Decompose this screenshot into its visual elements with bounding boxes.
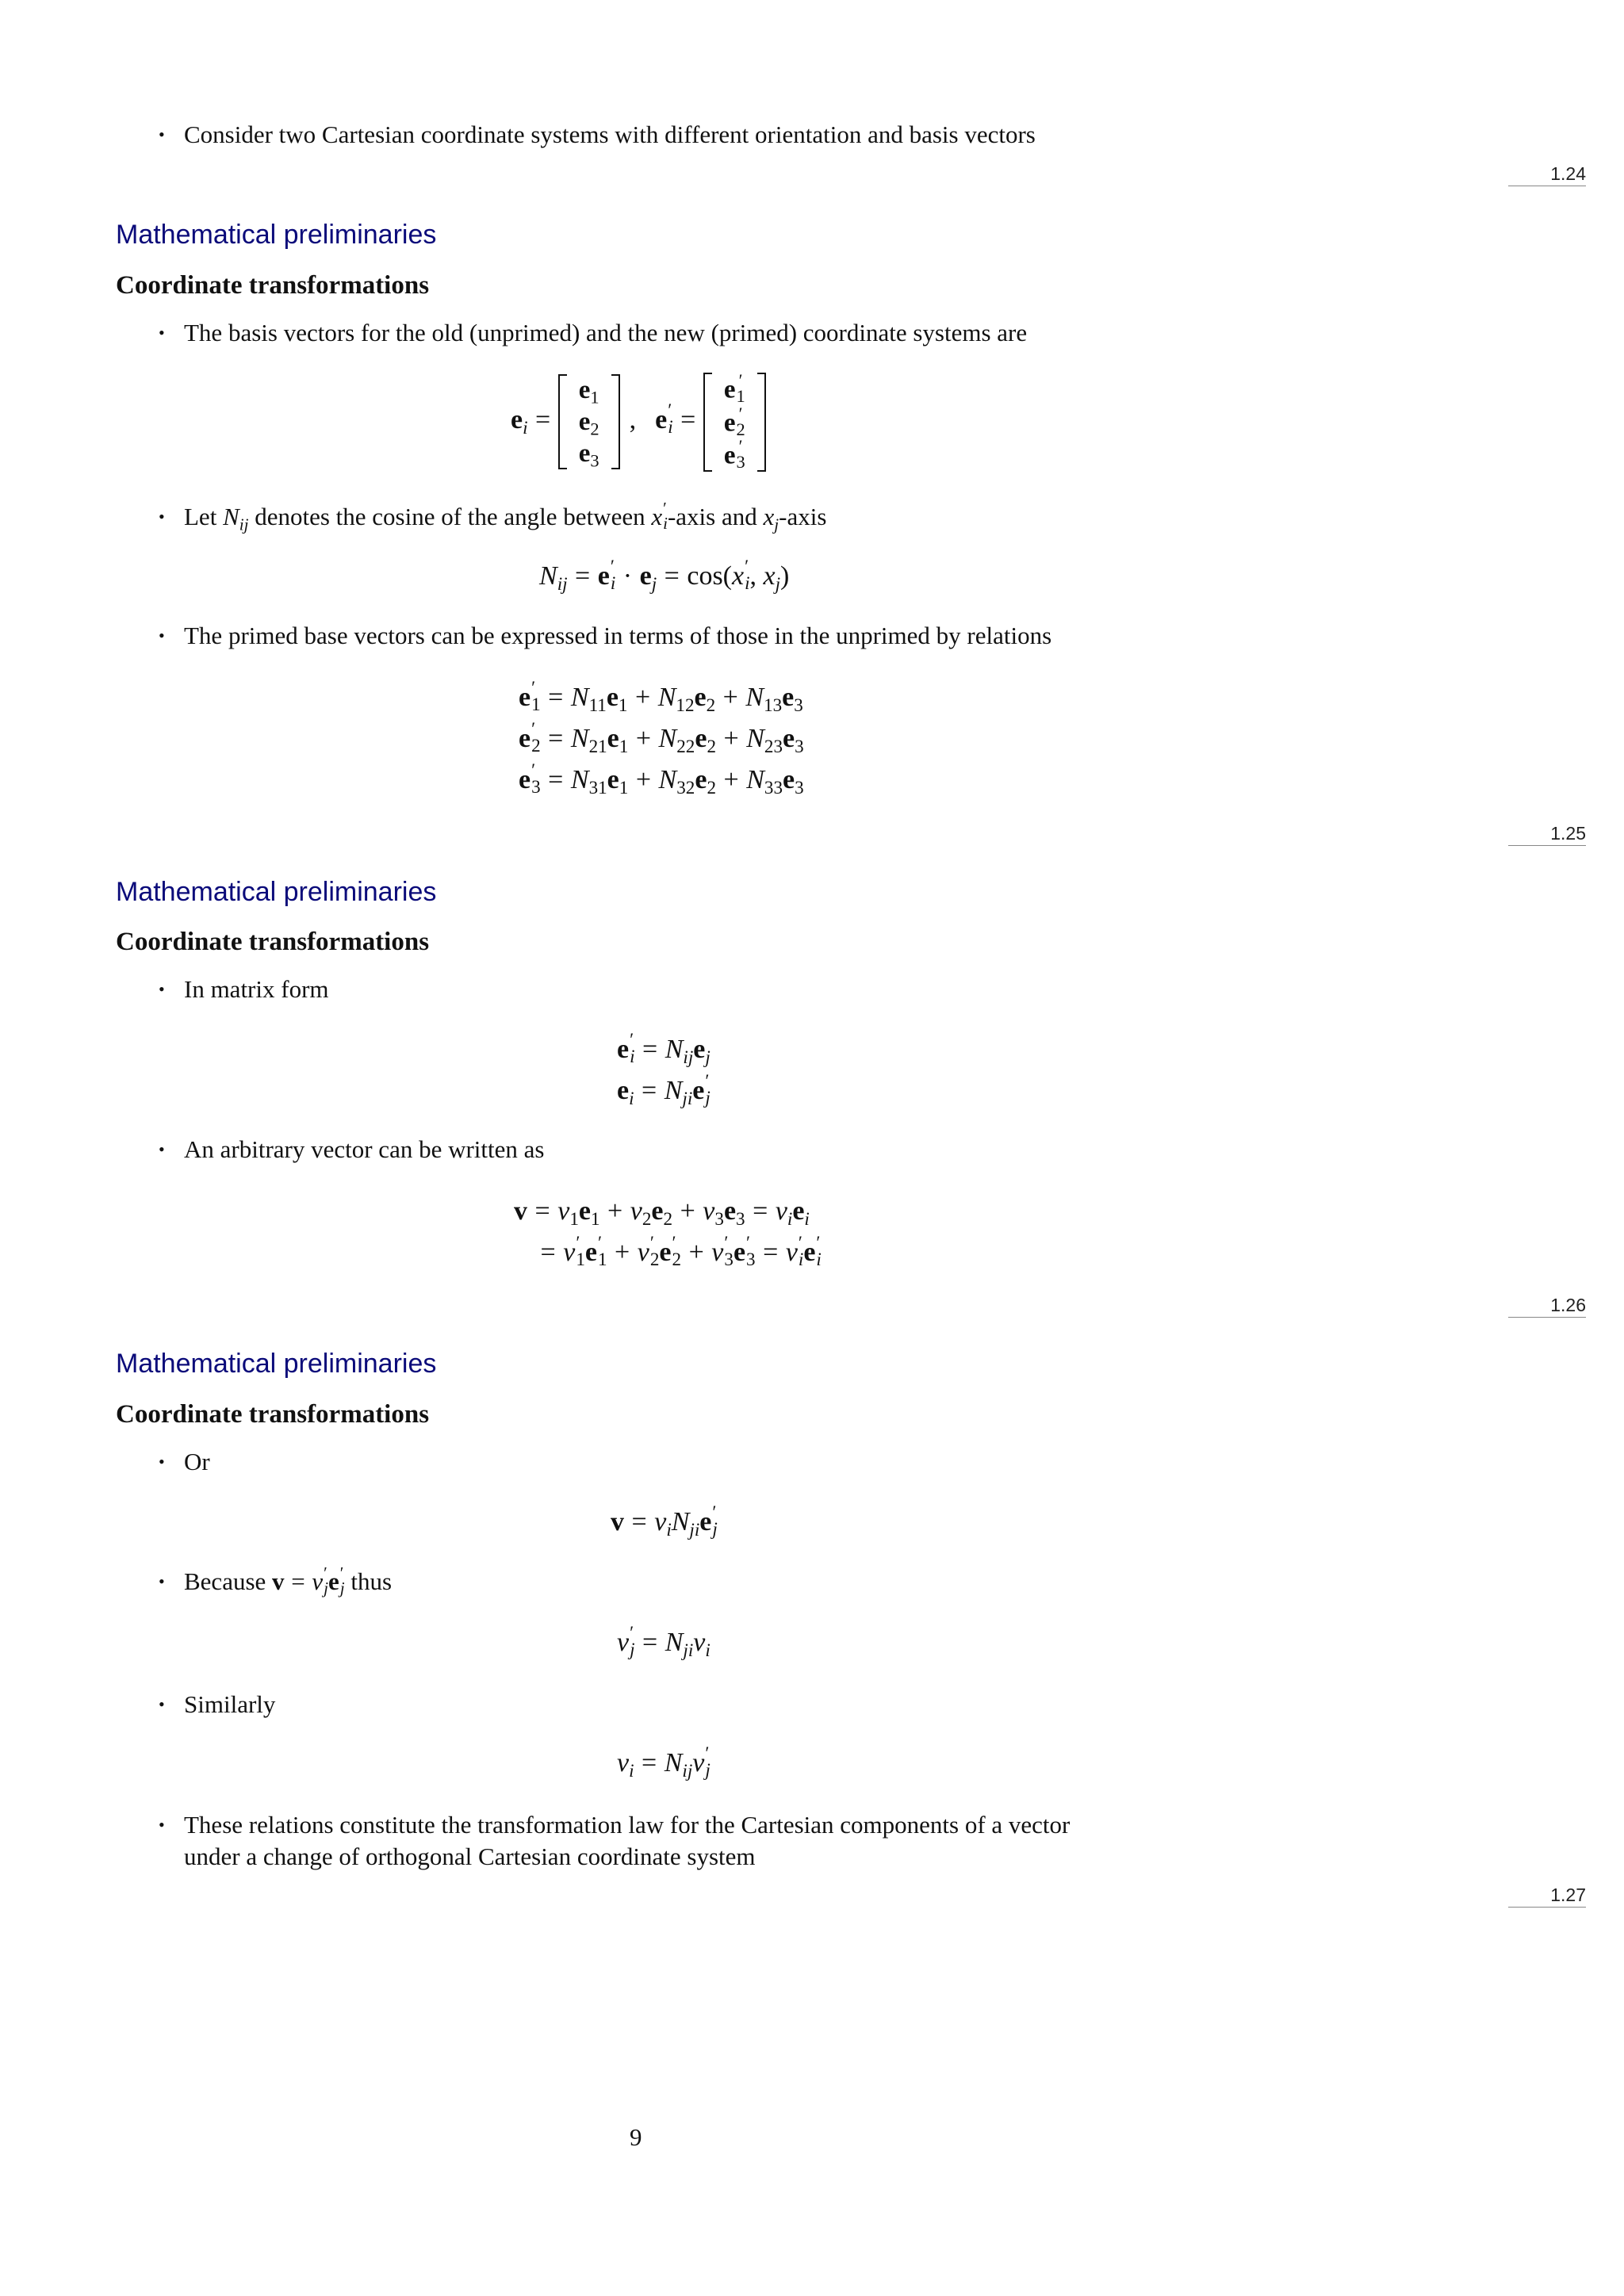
text-fragment: denotes the cosine of the angle between	[255, 503, 645, 530]
slide-number: 1.27	[1550, 1885, 1586, 1905]
bullet-marker: •	[159, 323, 165, 342]
bullet-text: Similarly	[184, 1690, 276, 1718]
bullet-marker: •	[159, 979, 165, 999]
equation-v-i: $v_i = N_{ij}v$ ′ j	[617, 1743, 710, 1781]
top-bullet-text: Consider two Cartesian coordinate systems with different orientation and basis vectors	[184, 121, 1036, 148]
equation-matrix-form-1: e ′ i = $N_{ij}e_j$	[617, 1030, 710, 1068]
matrix-unprimed: $e_1$ $e_2$ $e_3$	[558, 374, 620, 469]
slide-divider	[1508, 845, 1586, 846]
text-fragment: -axis	[779, 503, 827, 530]
bullet-marker: •	[159, 1139, 165, 1159]
bullet-text: An arbitrary vector can be written as	[184, 1135, 545, 1163]
bullet-text-line1: These relations constitute the transformation law for the Cartesian components of a vector	[184, 1811, 1071, 1839]
equation-matrix-form-2: $e_i = N_{ji}e$ ′ j	[617, 1071, 710, 1109]
equation-v-expansion: $v = v_iN_{ji}e$ ′ j	[611, 1502, 718, 1540]
bullet-marker: •	[159, 507, 165, 526]
text-fragment: -axis and	[667, 503, 757, 530]
bullet-text-because: Because v = v ′ j e ′ j thus	[184, 1563, 393, 1598]
subheading: Coordinate transformations	[116, 1400, 430, 1429]
bullet-marker: •	[159, 1571, 165, 1591]
bullet-text: Or	[184, 1448, 210, 1475]
section-title: Mathematical preliminaries	[116, 877, 437, 907]
equation-vector-unprimed: $v = v_1e_1 + v_2e_2 + v_3e_3 = v_ie_i$	[514, 1196, 810, 1230]
page-number: 9	[630, 2123, 642, 2151]
slide-number: 1.25	[1550, 823, 1586, 844]
text-fragment: thus	[350, 1567, 393, 1595]
bullet-text: In matrix form	[184, 975, 329, 1003]
equation-cosine: $N_{ij} = e$ ′ i · $e_j = \cos(x$ ′ i , $x_j$)	[539, 557, 790, 595]
subheading: Coordinate transformations	[116, 928, 430, 956]
subheading: Coordinate transformations	[116, 271, 430, 300]
slide-number: 1.26	[1550, 1295, 1586, 1315]
slide-divider	[1508, 1907, 1586, 1908]
text-fragment: Because	[184, 1567, 266, 1595]
equation-v-prime-j: v ′ j = $N_{ji}v_i$	[617, 1623, 710, 1661]
section-title: Mathematical preliminaries	[116, 1349, 437, 1379]
slide-divider	[1508, 1317, 1586, 1318]
equation-basis-vectors: $e_i$ = $e_1$ $e_2$ $e_3$ , e ′ i = e ′ 1 e ′ 2 e ′ 3	[511, 373, 766, 472]
bullet-text: The basis vectors for the old (unprimed) and the new (primed) coordinate systems are	[184, 319, 1028, 346]
bullet-marker: •	[159, 1694, 165, 1714]
bullet-text-line2: under a change of orthogonal Cartesian coordinate system	[184, 1843, 756, 1870]
section-title: Mathematical preliminaries	[116, 220, 437, 250]
bullet-text-cosine: Let $N_{ij}$ denotes the cosine of the angle between x ′ i -axis and $x_j$-axis	[184, 499, 827, 534]
bullet-text: The primed base vectors can be expressed in terms of those in the unprimed by relations	[184, 622, 1052, 649]
equation-e1-prime: e ′ 1 = $N_{11}e_1 + N_{12}e_2 + N_{13}e_3$	[519, 678, 803, 716]
bullet-marker: •	[159, 1452, 165, 1471]
matrix-primed: e ′ 1 e ′ 2 e ′ 3	[703, 373, 766, 472]
slide-number: 1.24	[1550, 163, 1586, 184]
equation-vector-primed: = v ′ 1 e ′ 1 + v ′ 2 e ′ 2 + v ′ 3 e ′ 3 = v ′ i e ′ i	[540, 1233, 822, 1270]
text-fragment: Let	[184, 503, 217, 530]
bullet-marker: •	[159, 626, 165, 645]
equation-e2-prime: e ′ 2 = $N_{21}e_1 + N_{22}e_2 + N_{23}e_3$	[519, 719, 804, 757]
bullet-marker: •	[159, 1815, 165, 1835]
bullet-marker: •	[159, 124, 165, 144]
equation-e3-prime: e ′ 3 = $N_{31}e_1 + N_{32}e_2 + N_{33}e_3$	[519, 760, 804, 798]
